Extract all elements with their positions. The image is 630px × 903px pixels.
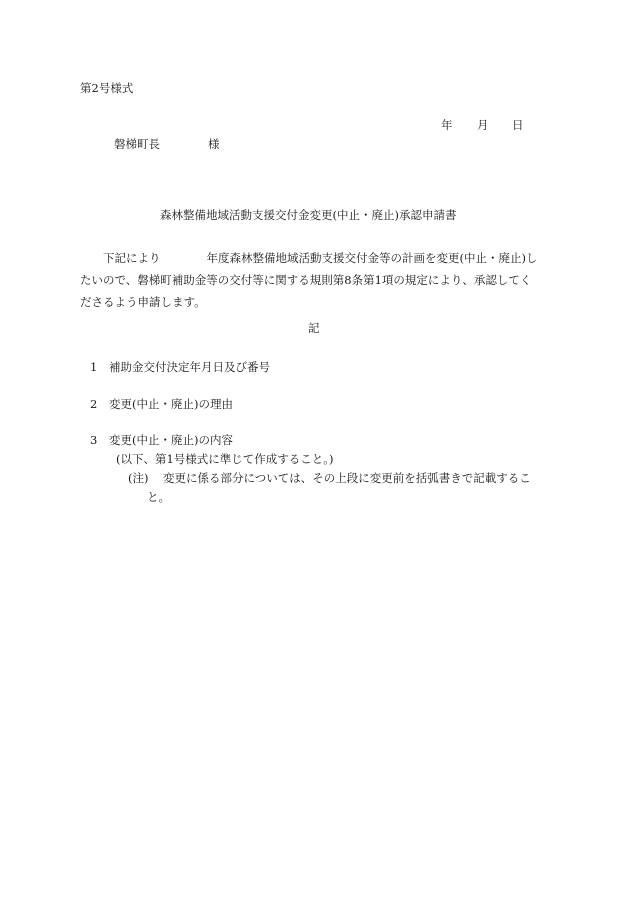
item-3-subnote: (以下、第1号様式に準じて作成すること。) [116, 452, 334, 466]
body-paragraph [80, 247, 548, 313]
date-month-label: 月 [477, 118, 489, 132]
addressee-honorific: 様 [208, 137, 220, 151]
form-number: 第2号様式 [80, 81, 134, 95]
addressee-title: 磐梯町長 [114, 137, 160, 151]
body-line-2: たいので、磐梯町補助金等の交付等に関する規則第8条第1項の規定により、承認してく [80, 273, 532, 287]
ki-heading: 記 [308, 321, 320, 335]
note-text-line-1: 変更に係る部分については、その上段に変更前を括弧書きで記載するこ [163, 471, 531, 485]
date-year-label: 年 [441, 118, 453, 132]
note-label: (注) [128, 471, 149, 485]
item-2-number: 2 [90, 397, 98, 411]
item-2-text: 変更(中止・廃止)の理由 [109, 397, 233, 411]
item-1-number: 1 [90, 360, 98, 374]
note-text-line-2: と。 [147, 490, 170, 504]
body-line-3: ださるよう申請します。 [80, 295, 206, 309]
body-line-1-start: 下記により [103, 251, 161, 265]
body-line-1 [80, 247, 548, 269]
item-3-text: 変更(中止・廃止)の内容 [109, 433, 233, 447]
item-3-number: 3 [90, 433, 98, 447]
date-day-label: 日 [512, 118, 524, 132]
body-line-1-rest: 年度森林整備地域活動支援交付金等の計画を変更(中止・廃止)し [206, 251, 538, 265]
document-title: 森林整備地域活動支援交付金変更(中止・廃止)承認申請書 [160, 208, 457, 222]
item-1-text: 補助金交付決定年月日及び番号 [109, 360, 270, 374]
